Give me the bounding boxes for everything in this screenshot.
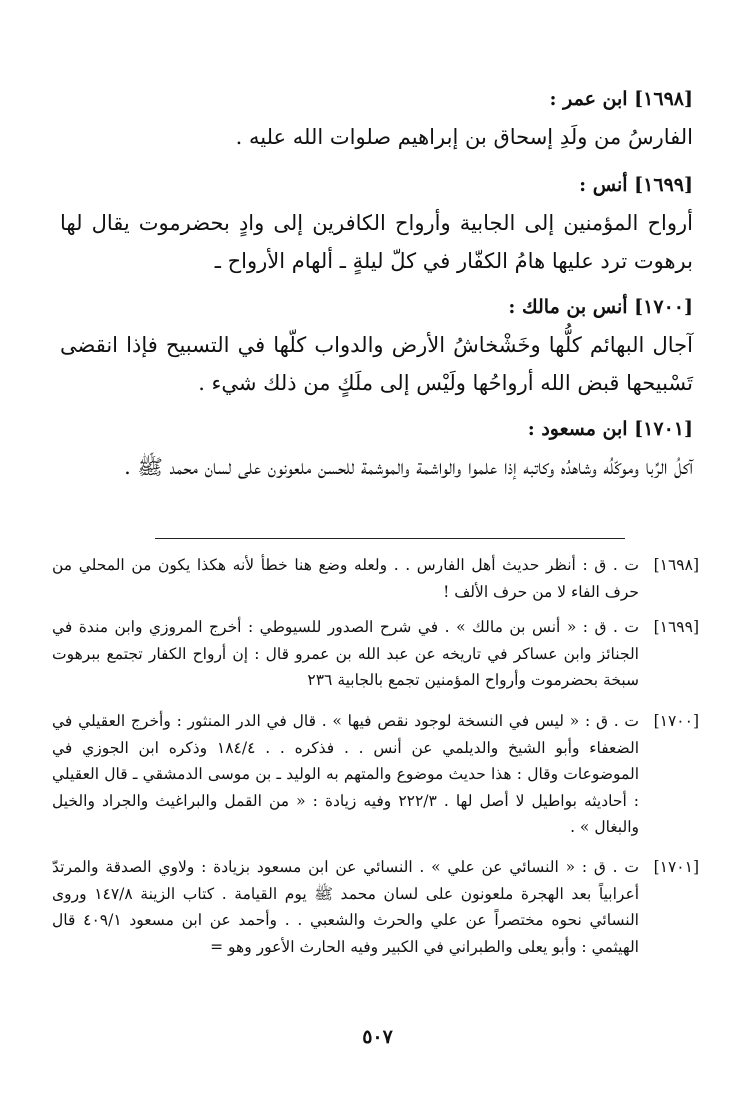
entry-text: آجال البهائم كلُّها وخَشْخاشُ الأرض والدواب كلّها في التسبيح فإذا انقضى تَسْبيحها قبض الله أرواحُها ولَيْس إلى ملَكٍ من ذلك شيء . bbox=[60, 333, 693, 395]
entry-heading bbox=[60, 414, 693, 444]
footnote bbox=[52, 708, 697, 841]
entry-heading bbox=[60, 292, 693, 322]
entry-text: أرواح المؤمنين إلى الجابية وأرواح الكافرين إلى وادٍ بحضرموت يقال لها برهوت ترد عليها هامُ الكفّار في كلّ ليلةٍ ـ ألهام الأرواح ـ bbox=[60, 211, 693, 273]
footnote bbox=[52, 552, 697, 605]
hadith-entry bbox=[60, 292, 693, 402]
entry-narrator: أنس : bbox=[579, 174, 628, 196]
footnote-text: ت . ق : « النسائي عن علي » . النسائي عن ابن مسعود بزيادة : ولاوي الصدقة والمرتدّ أعرابياً بعد الهجرة ملعونون على لسان محمد ﷺ يوم القيامة . كتاب الزينة ١٤٧/٨ وروى النسائي نحوه مختصراً عن علي والحرث والشعبي . . وأحمد عن ابن مسعود ٤٠٩/١ قال الهيثمي : وأبو يعلى والطبراني في الكبير وفيه الحارث الأعور وهو = bbox=[52, 858, 639, 956]
entry-text: آكلُ الرِّبا وموكّلُه وشاهدُه وكاتبه إذا علموا والواشمة والموشمة للحسن ملعونون على لسان محمد ﷺ . bbox=[124, 455, 693, 479]
footnote-text: ت . ق : أنظر حديث أهل الفارس . . ولعله وضع هنا خطأ لأنه هكذا يكون من المحلي من حرف الفاء لا من حرف الألف ! bbox=[52, 556, 639, 601]
footnote-divider bbox=[155, 538, 625, 539]
entry-text: الفارسُ من ولَدِ إسحاق بن إبراهيم صلوات الله عليه . bbox=[235, 125, 693, 149]
footnote bbox=[52, 614, 697, 694]
hadith-entry bbox=[60, 414, 693, 486]
footnote-number: [١٦٩٨] bbox=[653, 556, 699, 574]
hadith-entry bbox=[60, 84, 693, 156]
hadith-entry bbox=[60, 170, 693, 280]
entry-narrator: ابن مسعود : bbox=[527, 418, 628, 440]
footnote-number: [١٧٠١] bbox=[653, 858, 699, 876]
entry-number: [١٧٠٠] bbox=[634, 296, 693, 318]
entry-number: [١٦٩٨] bbox=[634, 88, 693, 110]
entry-heading bbox=[60, 84, 693, 114]
footnote-number: [١٧٠٠] bbox=[653, 712, 699, 730]
footnote-number: [١٦٩٩] bbox=[653, 618, 699, 636]
page-number: ٥٠٧ bbox=[362, 1026, 393, 1048]
footnote-text: ت . ق : « أنس بن مالك » . في شرح الصدور للسيوطي : أخرج المروزي وابن مندة في الجنائز وابن عساكر في تاريخه عن عبد الله بن عمرو قال : إن أرواح الكفار تجتمع ببرهوت سبخة بحضرموت وأرواح المؤمنين تجمع بالجابية ٢٣٦ bbox=[52, 618, 639, 689]
entry-narrator: ابن عمر : bbox=[549, 88, 628, 110]
footnote bbox=[52, 854, 697, 960]
entry-narrator: أنس بن مالك : bbox=[508, 296, 628, 318]
entry-heading bbox=[60, 170, 693, 200]
footnote-text: ت . ق : « ليس في النسخة لوجود نقص فيها » . قال في الدر المنثور : وأخرج العقيلي في الضعفاء وأبو الشيخ والديلمي عن أنس . . فذكره . . ١٨٤/٤ وذكره ابن الجوزي في الموضوعات وقال : هذا حديث موضوع والمتهم به الوليد ـ بن موسى الدمشقي ـ قال العقيلي : أحاديثه بواطيل لا أصل لها . ٢٢٢/٣ وفيه زيادة : « من القمل والبراغيث والجراد والخيل والبغال » . bbox=[52, 712, 640, 836]
entry-number: [١٦٩٩] bbox=[634, 174, 693, 196]
entry-number: [١٧٠١] bbox=[634, 418, 693, 440]
